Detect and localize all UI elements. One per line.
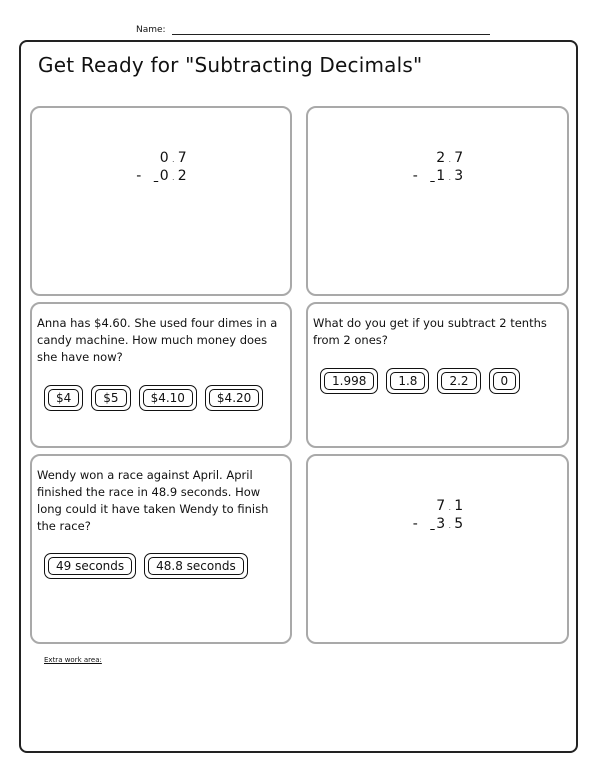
question-card-2 bbox=[306, 302, 569, 448]
answer-choices bbox=[44, 385, 263, 411]
problem-bottom-row: - 1 . 3 bbox=[412, 168, 464, 184]
subtraction-problem-3 bbox=[308, 498, 567, 534]
answer-choices bbox=[320, 368, 520, 394]
problem-card-1 bbox=[30, 106, 292, 296]
name-line[interactable] bbox=[172, 23, 490, 35]
problem-card-3 bbox=[306, 454, 569, 644]
extra-work-area-label: Extra work area: bbox=[44, 656, 102, 664]
question-text: What do you get if you subtract 2 tenths from 2 ones? bbox=[313, 316, 547, 347]
answer-choice[interactable]: $5 bbox=[91, 385, 130, 411]
problem-top-row: 2 . 7 bbox=[436, 150, 464, 166]
question-card-1 bbox=[30, 302, 292, 448]
answer-choices bbox=[44, 553, 248, 579]
worksheet-title: Get Ready for "Subtracting Decimals" bbox=[38, 53, 423, 77]
name-field[interactable] bbox=[136, 23, 490, 35]
answer-choice[interactable]: 2.2 bbox=[437, 368, 480, 394]
problem-top-row: 0 . 7 bbox=[159, 150, 187, 166]
question-text: Anna has $4.60. She used four dimes in a candy machine. How much money does she have now? bbox=[37, 316, 278, 364]
answer-choice[interactable]: $4 bbox=[44, 385, 83, 411]
answer-choice[interactable]: 0 bbox=[489, 368, 521, 394]
problem-card-2 bbox=[306, 106, 569, 296]
answer-choice[interactable]: $4.20 bbox=[205, 385, 263, 411]
answer-choice[interactable]: $4.10 bbox=[139, 385, 197, 411]
problem-top-row: 7 . 1 bbox=[436, 498, 464, 514]
answer-choice[interactable]: 49 seconds bbox=[44, 553, 136, 579]
subtraction-problem-1 bbox=[32, 150, 290, 186]
problem-bottom-row: - 3 . 5 bbox=[412, 516, 464, 532]
subtraction-problem-2 bbox=[308, 150, 567, 186]
question-text: Wendy won a race against April. April finished the race in 48.9 seconds. How long could it have taken Wendy to finish the race? bbox=[37, 468, 269, 533]
name-label: Name: bbox=[136, 25, 166, 35]
answer-choice[interactable]: 1.998 bbox=[320, 368, 378, 394]
answer-choice[interactable]: 48.8 seconds bbox=[144, 553, 248, 579]
problem-bottom-row: - 0 . 2 bbox=[136, 168, 187, 184]
answer-choice[interactable]: 1.8 bbox=[386, 368, 429, 394]
question-card-3 bbox=[30, 454, 292, 644]
